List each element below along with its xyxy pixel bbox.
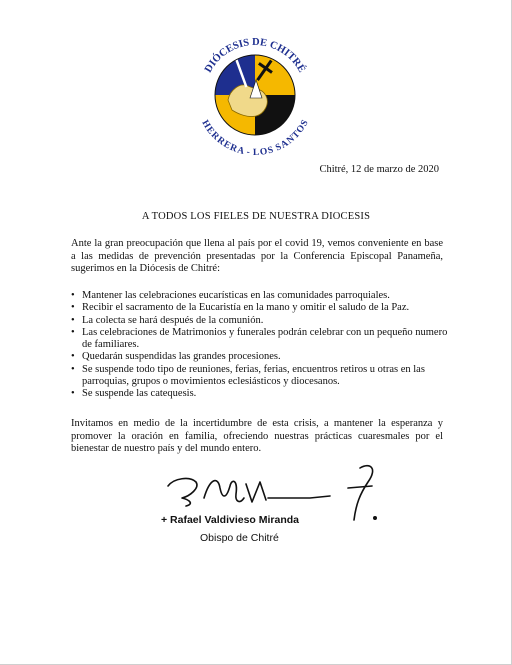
list-item: • Las celebraciones de Matrimonios y funerales podrán celebrar con un pequeño numero de familiares. bbox=[71, 327, 451, 352]
list-item: • La colecta se hará después de la comunión. bbox=[71, 315, 451, 327]
signatory-name: + Rafael Valdivieso Miranda bbox=[161, 514, 300, 526]
diocese-seal-icon bbox=[190, 30, 320, 160]
diocese-logo bbox=[190, 30, 320, 160]
list-item: • Recibir el sacramento de la Eucaristía en la mano y omitir el saludo de la Paz. bbox=[71, 302, 451, 314]
list-item: • Quedarán suspendidas las grandes procesiones. bbox=[71, 351, 451, 363]
logo-bottom-text: HERRERA - LOS SANTOS bbox=[199, 118, 311, 159]
handwritten-signature-icon bbox=[160, 458, 390, 538]
intro-paragraph: Ante la gran preocupación que llena al país por el covid 19, vemos conveniente en base a las medidas de prevención presentadas por la Conferencia Episcopal Panameña, sugerimos en la Diócesis de Chitré: bbox=[71, 238, 443, 274]
list-item: • Mantener las celebraciones eucarísticas en las comunidades parroquiales. bbox=[71, 290, 451, 302]
closing-paragraph: Invitamos en medio de la incertidumbre de esta crisis, a mantener la esperanza y promover la oración en familia, ofreciendo nuestras prácticas cuaresmales por el bienestar de nuestro país y del mundo entero. bbox=[71, 418, 443, 454]
signatory-role: Obispo de Chitré bbox=[200, 532, 279, 544]
letter-title: A TODOS LOS FIELES DE NUESTRA DIOCESIS bbox=[141, 211, 371, 222]
letter-date: Chitré, 12 de marzo de 2020 bbox=[319, 164, 439, 175]
list-item: • Se suspende todo tipo de reuniones, ferias, ferias, encuentros retiros u otras en las parroquias, grupos o movimientos eclesiásticos y diocesanos. bbox=[71, 364, 451, 389]
list-item: • Se suspende las catequesis. bbox=[71, 388, 451, 400]
measures-list bbox=[71, 290, 451, 401]
logo-top-text: DIÓCESIS DE CHITRÉ bbox=[202, 36, 308, 75]
